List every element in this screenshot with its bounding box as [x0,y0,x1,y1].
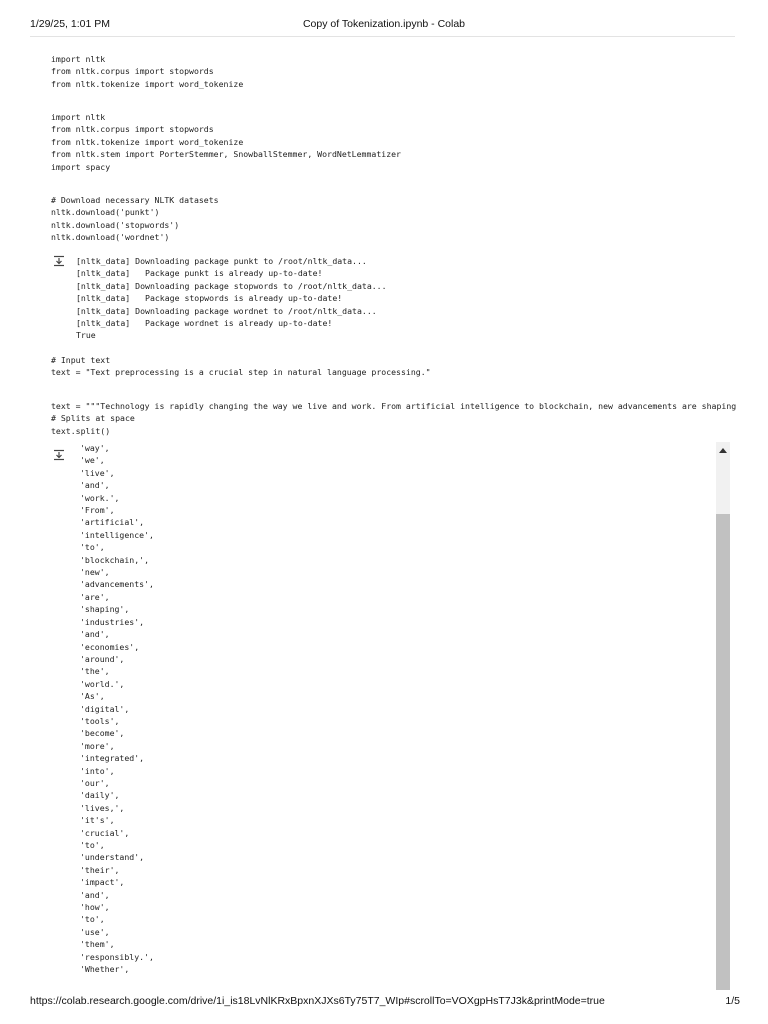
output-scroll-area[interactable] [80,442,700,975]
code-cell-nltk-download[interactable]: # Download necessary NLTK datasets nltk.download('punkt') nltk.download('stopwords') nltk.download('wordnet') [51,195,219,243]
header-divider [30,36,735,37]
page-title: Copy of Tokenization.ipynb - Colab [302,18,466,30]
code-cell-input-text[interactable]: # Input text text = "Text preprocessing is a crucial step in natural language processing." [51,355,431,378]
output-split-list: 'way', 'we', 'live', 'and', 'work.', 'From', 'artificial', 'intelligence', 'to', 'blockchain,', 'new', 'advancements', 'are', 'shaping', 'industries', 'and', 'economies', 'around', 'the', 'world.', 'As', 'digital', 'tools', 'become', 'more', 'integrated', 'into', 'our', 'daily', 'lives,', 'it's', 'crucial', 'to', 'understand', 'their', 'impact', 'and', 'how', 'to', 'use', 'them', 'responsibly.', 'Whether', [80,443,154,975]
print-date: 1/29/25, 1:01 PM [30,18,110,30]
code-cell-imports-stemmers[interactable]: import nltk from nltk.corpus import stopwords from nltk.tokenize import word_tokenize from nltk.stem import PorterStemmer, SnowballStemmer, WordNetLemmatizer import spacy [51,112,401,172]
output-toggle-icon[interactable] [52,449,66,461]
output-toggle-icon[interactable] [52,255,66,267]
print-url: https://colab.research.google.com/drive/1i_is18LvNlKRxBpxnXJXs6Ty75T7_WIp#scrollTo=VOXgpHsT7J3k&printMode=true [30,995,605,1007]
scroll-up-arrow-icon[interactable] [719,448,727,453]
output-scrollbar[interactable] [716,442,730,990]
scrollbar-thumb[interactable] [716,514,730,990]
code-cell-imports[interactable]: import nltk from nltk.corpus import stopwords from nltk.tokenize import word_tokenize [51,54,244,89]
page-number: 1/5 [725,995,740,1007]
output-nltk-download: [nltk_data] Downloading package punkt to /root/nltk_data... [nltk_data] Package punkt is already up-to-date! [nltk_data] Downloading package stopwords to /root/nltk_data... [nltk_data] Package stopwords is already up-to-date! [nltk_data] Downloading package wordnet to /root/nltk_data... [nltk_data] Package wordnet is already up-to-date! True [76,256,387,341]
print-header [0,18,768,34]
code-cell-text-split[interactable]: text = """Technology is rapidly changing the way we live and work. From artificial intelligence to blockchain, new advancements are shaping # Splits at space text.split() [51,401,737,436]
